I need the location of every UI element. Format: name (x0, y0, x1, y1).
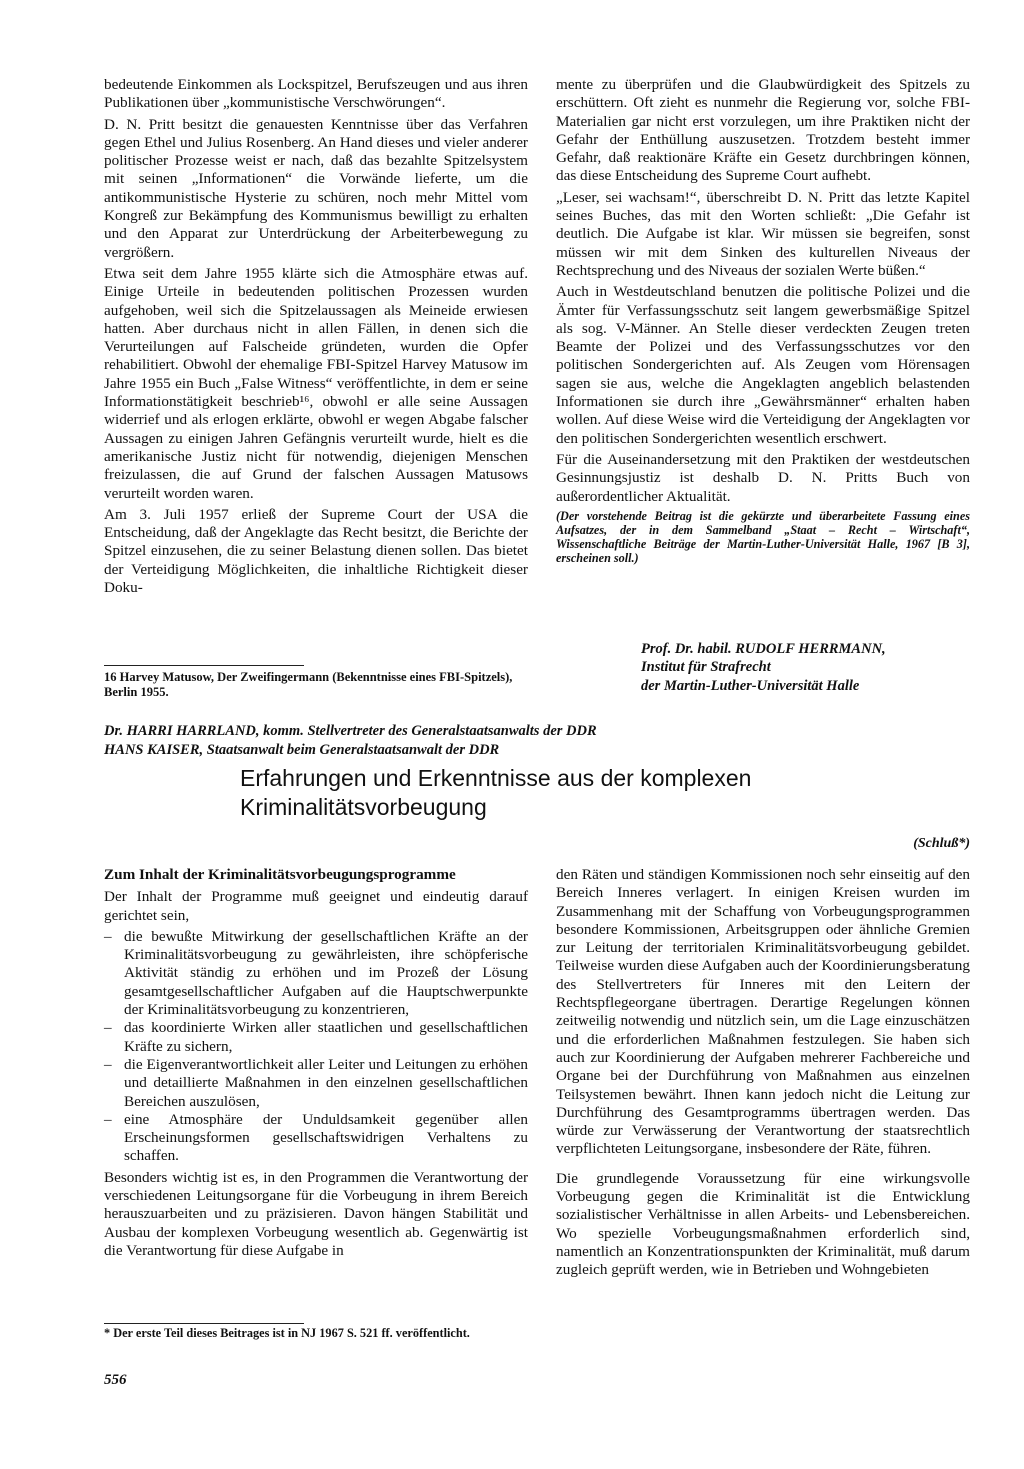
footnote-divider (104, 1323, 304, 1324)
paragraph: Für die Auseinandersetzung mit den Praktiken der westdeutschen Gesinnungsjustiz ist deshalb D. N. Pritts Buch von außerordentlicher Aktualität. (556, 450, 970, 505)
list-item: – das koordinierte Wirken aller staatlichen und gesellschaftlichen Kräfte zu sichern, (104, 1019, 528, 1056)
list-item: – die Eigenverantwortlichkeit aller Leiter und Leitungen zu erhöhen und detaillierte Maßnahmen in den einzelnen gesellschaftlichen Bereichen auszulösen, (104, 1056, 528, 1111)
headline-line: Kriminalitätsvorbeugung (240, 794, 487, 820)
list-item: – eine Atmosphäre der Unduldsamkeit gegenüber allen Erscheinungsformen gesellschaftswidrigen Verhaltens zu schaffen. (104, 1111, 528, 1166)
paragraph: D. N. Pritt besitzt die genauesten Kenntnisse über das Verfahren gegen Ethel und Julius Rosenberg. An Hand dieses und vieler anderer politischer Prozesse weist er nach, daß das bezahlte Spitzelsystem mit seinen „Informationen“ die Vorwände lieferte, um die antikommunistische Hysterie zu schüren, noch mehr Mittel vom Kongreß zur Bekämpfung des Kommunismus bewilligt zu erhalten und den Apparat zur Unterdrückung der Arbeiterbewegung zu vergrößern. (104, 115, 528, 261)
bottom-right-column (556, 866, 970, 1283)
top-right-column (556, 76, 970, 568)
headline-line: Erfahrungen und Erkenntnisse aus der komplexen (240, 765, 752, 791)
paragraph: mente zu überprüfen und die Glaubwürdigkeit des Spitzels zu erschüttern. Oft zieht es nunmehr die Regierung vor, solche FBI-Materialien gar nicht erst vorzulegen, um ihre Praktiken nicht der Gefahr der Enthüllung auszusetzen. Trotzdem besteht immer Gefahr, daß reaktionäre Kräfte ein Gesetz durchbringen können, das diese Entscheidung des Supreme Court aufhebt. (556, 76, 970, 185)
paragraph: Etwa seit dem Jahre 1955 klärte sich die Atmosphäre etwas auf. Einige Urteile in bedeutenden politischen Prozessen wurden aufgehoben, weil sich die Spitzelaussagen als Meineide erwiesen hatten. Aber durchaus nicht in allen Fällen, in denen sich die Verurteilungen auf Falscheide gründeten, wurden die Opfer rehabilitiert. Obwohl der ehemalige FBI-Spitzel Harvey Matusow im Jahre 1955 ein Buch „False Witness“ veröffentlichte, in dem er seine Informationstätigkeit beschrieb¹⁶, obwohl er alle seine Aussagen widerrief und als erlogen erklärte, obwohl er wegen Abgabe falscher Aussagen zu einigen Jahren Gefängnis verurteilt wurde, hielt es die amerikanische Justiz nicht für notwendig, diejenigen Menschen freizulassen, die auf Grund der falschen Aussagen Matusows verurteilt worden waren. (104, 264, 528, 502)
page-number: 556 (104, 1372, 127, 1388)
article-authors (104, 722, 824, 759)
author-line: HANS KAISER, Staatsanwalt beim Generalstaatsanwalt der DDR (104, 741, 500, 758)
signature-line: der Martin-Luther-Universität Halle (641, 677, 860, 694)
list-item: – die bewußte Mitwirkung der gesellschaftlichen Kräfte an der Kriminalitätsvorbeugung zu gewährleisten, ihre schöpferische Aktivität ständig zu erhöhen und im Prozeß der Lösung gesamtgesellschaftlicher Aufgaben auf die Hauptschwerpunkte der Kriminalitätsvorbeugung zu konzentrieren, (104, 928, 528, 1019)
paragraph: Der Inhalt der Programme muß geeignet und eindeutig darauf gerichtet sein, (104, 888, 528, 924)
editor-note: (Der vorstehende Beitrag ist die gekürzte und überarbeitete Fassung eines Aufsatzes, der in dem Sammelband „Staat – Recht – Wirtschaft“, Wissenschaftliche Beiträge der Martin-Luther-Universität Halle, 1967 [B 3], erscheinen soll.) (556, 508, 970, 565)
signature-line: Institut für Strafrecht (641, 659, 771, 676)
paragraph-gap (556, 1162, 970, 1170)
article-headline (240, 764, 880, 822)
paragraph: den Räten und ständigen Kommissionen noch sehr einseitig auf den Bereich Inneres verlagert. In einigen Kreisen wurden im Zusammenhang mit der Schaffung von Vorbeugungsprogrammen besondere Kommissionen, Arbeitsgruppen oder ähnliche Gremien zur Leitung der territorialen Kriminalitätsvorbeugung gebildet. Teilweise wurden diese Aufgaben auch der Koordinierungsberatung des Stellvertreters für Inneres mit den Leitern der Rechtspflegeorgane übertragen. Derartige Regelungen können zeitweilig notwendig und nützlich sein, um die Lage einzuschätzen und die erforderlichen Maßnahmen festzulegen. Sie haben sich auch zur Koordinierung der Aufgaben mehrerer Fachbereiche und Organe bei der Durchführung von Maßnahmen aus einzelnen Teilsystemen bewährt. Ihnen kann jedoch nicht die Leitung zur Durchführung des Gesamtprogramms übertragen werden. Das würde zur Verwässerung der Verantwortung der staatsrechtlich verpflichteten Leitungsorgane, insbesondere der Räte, führen. (556, 866, 970, 1158)
dash-list (104, 928, 528, 1166)
top-left-column (104, 76, 528, 600)
author-line: Dr. HARRI HARRLAND, komm. Stellvertreter des Generalstaatsanwalts der DDR (104, 723, 597, 739)
paragraph: bedeutende Einkommen als Lockspitzel, Berufszeugen und aus ihren Publikationen über „kommunistische Verschwörungen“. (104, 76, 528, 112)
footnote-asterisk: * Der erste Teil dieses Beitrages ist in NJ 1967 S. 521 ff. veröffentlicht. (104, 1326, 470, 1340)
bottom-left-column (104, 866, 528, 1263)
author-signature (641, 640, 981, 695)
footnote-16: 16 Harvey Matusow, Der Zweifingermann (Bekenntnisse eines FBI-Spitzels), Berlin 1955. (104, 670, 513, 699)
paragraph: „Leser, sei wachsam!“, überschreibt D. N. Pritt das letzte Kapitel seines Buches, das mit den Worten schließt: „Die Gefahr ist deutlich. Die Aufgabe ist klar. Wir müssen sie begreifen, sonst müssen wir mit dem Sinken des kulturellen Niveaus der Rechtsprechung und des Niveaus der sozialen Werte büßen.“ (556, 188, 970, 279)
paragraph: Am 3. Juli 1957 erließ der Supreme Court der USA die Entscheidung, daß der Angeklagte das Recht besitzt, die Berichte der Spitzel einzusehen, die zu seiner Belastung dienen sollen. Das bietet der Verteidigung Möglichkeiten, die inhaltliche Richtigkeit dieser Doku- (104, 505, 528, 597)
paragraph: Auch in Westdeutschland benutzen die politische Polizei und die Ämter für Verfassungsschutz seit langem gewerbsmäßige Spitzel als sog. V-Männer. An Stelle dieser verdeckten Zeugen treten Beamte der Polizei und des Verfassungsschutzes vor den politischen Sondergerichten auf. Als Zeugen vom Hörensagen sagen sie aus, welche die Angeklagten angeblich belastenden Informationen sie durch ihre „Gewährsmänner“ erhalten haben wollen. Auf diese Weise wird die Verteidigung der Angeklagten vor den politischen Sondergerichten wesentlich erschwert. (556, 283, 970, 447)
section-subhead: Zum Inhalt der Kriminalitätsvorbeugungsprogramme (104, 866, 456, 883)
continuation-note: (Schluß*) (913, 836, 970, 851)
paragraph: Besonders wichtig ist es, in den Programmen die Verantwortung der verschiedenen Leitungsorgane für die Vorbeugung in ihrem Bereich herauszuarbeiten und zu präzisieren. Davon hängen Stabilität und Ausbau der komplexen Vorbeugung wesentlich ab. Gegenwärtig ist die Verantwortung für diese Aufgabe in (104, 1168, 528, 1259)
paragraph: Die grundlegende Voraussetzung für eine wirkungsvolle Vorbeugung gegen die Kriminalität ist die Entwicklung sozialistischer Verhältnisse in allen Arbeits- und Lebensbereichen. Wo spezielle Vorbeugungsmaßnahmen erforderlich sind, namentlich an Konzentrationspunkten der Kriminalität, muß darum zugleich geprüft werden, wie in Betrieben und Wohngebieten (556, 1169, 970, 1279)
footnote-divider (104, 665, 304, 666)
signature-line: Prof. Dr. habil. RUDOLF HERRMANN, (641, 641, 886, 657)
